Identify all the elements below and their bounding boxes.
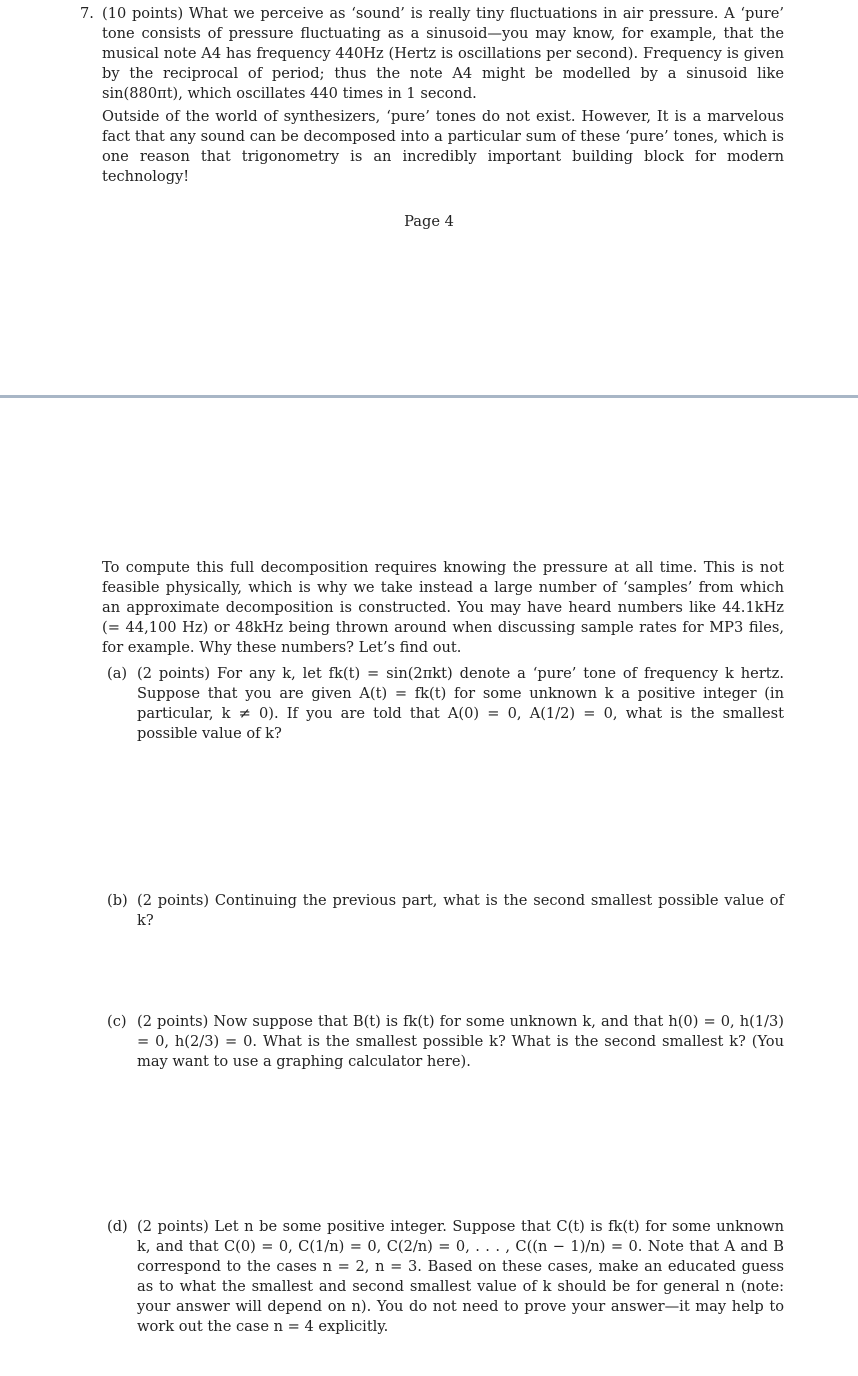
part-a-label: (a) (107, 665, 128, 682)
part-c-text: (2 points) Now suppose that B(t) is fk(t) for some unknown k, and that h(0) = 0, h(1/3) = 0, h(2/3) = 0. What is the smallest possible k? What is the second smallest k? (You may want to use a graphing calculator here). (137, 1013, 784, 1070)
part-b-label: (b) (107, 892, 128, 909)
part-c-label: (c) (107, 1013, 127, 1030)
part-d-label: (d) (107, 1218, 128, 1235)
part-a-text: (2 points) For any k, let fk(t) = sin(2πkt) denote a ‘pure’ tone of frequency k hertz. Suppose that you are given A(t) = fk(t) for some unknown k a positive integer (in particular, k ≠ 0). If you are told that A(0) = 0, A(1/2) = 0, what is the smallest possible value of k? (137, 665, 784, 742)
page-divider (0, 395, 858, 398)
part-b-text: (2 points) Continuing the previous part, what is the second smallest possible value of k? (137, 892, 784, 929)
question-number: 7. (80, 5, 94, 22)
question-paragraph-2: Outside of the world of synthesizers, ‘pure’ tones do not exist. However, It is a marvelous fact that any sound can be decomposed into a particular sum of these ‘pure’ tones, which is one reason that trigonometry is an incredibly important building block for modern technology! (102, 108, 784, 185)
question-intro: (10 points) What we perceive as ‘sound’ is really tiny fluctuations in air pressure. A ‘pure’ tone consists of pressure fluctuating as a sinusoid—you may know, for example, that the musical note A4 has frequency 440Hz (Hertz is oscillations per second). Frequency is given by the reciprocal of period; thus the note A4 might be modelled by a sinusoid like sin(880πt), which oscillates 440 times in 1 second. (102, 5, 784, 102)
part-d-text: (2 points) Let n be some positive integer. Suppose that C(t) is fk(t) for some unknown k, and that C(0) = 0, C(1/n) = 0, C(2/n) = 0, . . . , C((n − 1)/n) = 0. Note that A and B correspond to the cases n = 2, n = 3. Based on these cases, make an educated guess as to what the smallest and second smallest value of k should be for general n (note: your answer will depend on n). You do not need to prove your answer—it may help to work out the case n = 4 explicitly. (137, 1218, 784, 1335)
question-paragraph-3: To compute this full decomposition requires knowing the pressure at all time. This is not feasible physically, which is why we take instead a large number of ‘samples’ from which an approximate decomposition is constructed. You may have heard numbers like 44.1kHz (= 44,100 Hz) or 48kHz being thrown around when discussing sample rates for MP3 files, for example. Why these numbers? Let’s find out. (102, 559, 784, 656)
page-number: Page 4 (404, 213, 454, 230)
